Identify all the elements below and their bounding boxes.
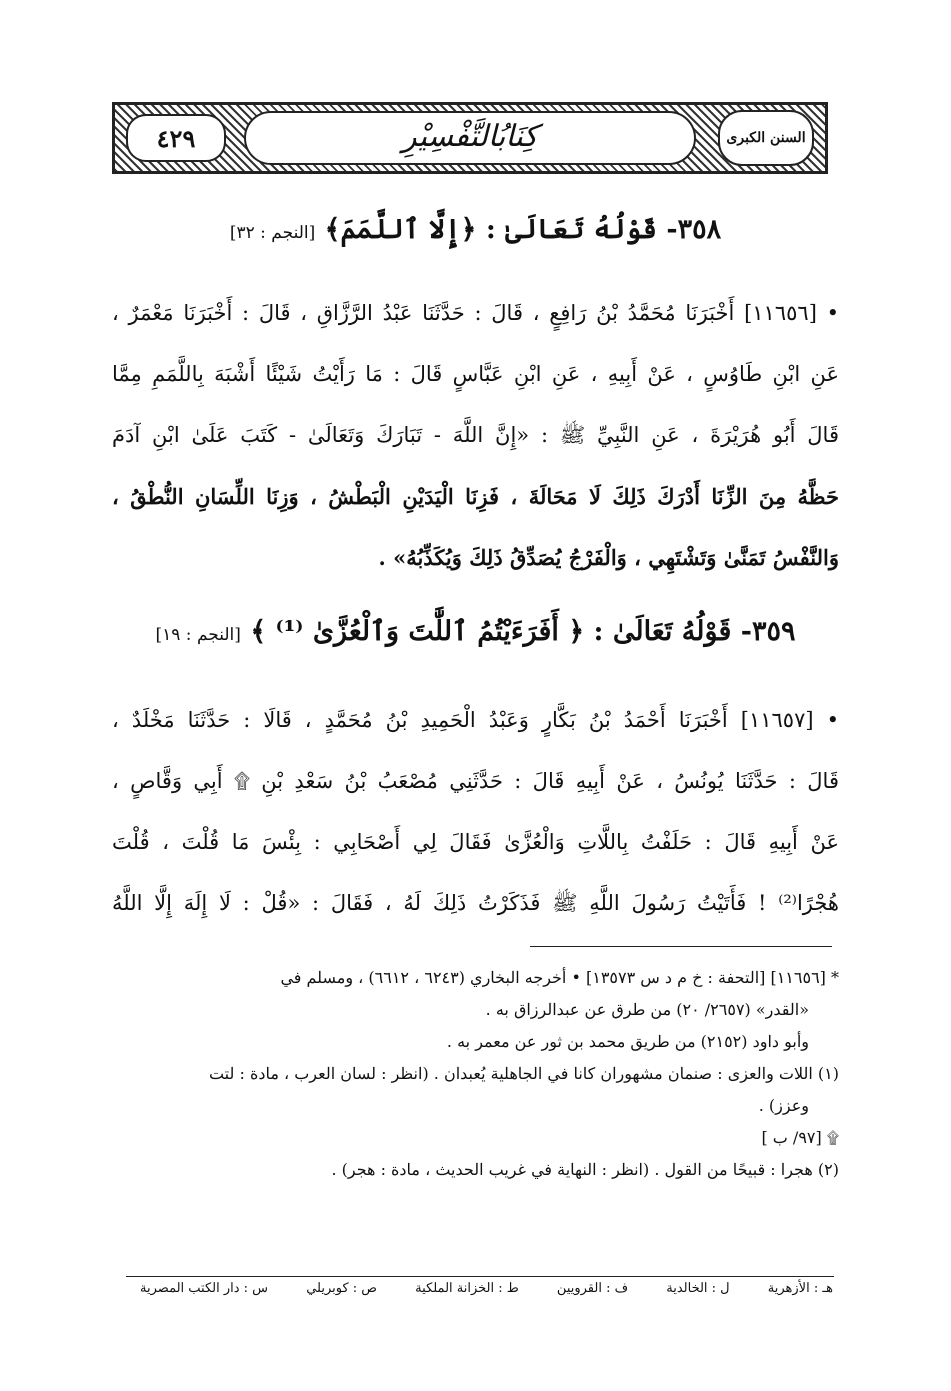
text-line: • [١١٦٥٦] أَخْبَرَنَا مُحَمَّدُ بْنُ رَافِعٍ ، قَالَ : حَدَّثَنَا عَبْدُ الرَّزَّاقِ ، قَالَ : أَخْبَرَنَا مَعْمَرٌ ، (112, 301, 839, 325)
collection-logo (718, 110, 814, 166)
text-line: عَنْ أَبِيهِ قَالَ : حَلَفْتُ بِاللَّاتِ وَالْعُزَّىٰ فَقَالَ لِي أَصْحَابِي : بِئْسَ مَا قُلْتَ ، قُلْتَ (112, 830, 839, 854)
footnote-line: * [١١٦٥٦] [التحفة : خ م د س ١٣٥٧٣] • أخرجه البخاري (٦٢٤٣ ، ٦٦١٢) ، ومسلم في (280, 968, 839, 987)
legend-item: ص : كوبريلي (306, 1281, 378, 1296)
quran-reference: [النجم : ١٩] (155, 625, 241, 645)
page-header (112, 102, 828, 174)
page-number-cartouche (126, 114, 226, 162)
page-number: ٤٢٩ (156, 123, 196, 153)
footnote-separator (530, 946, 832, 947)
chapter-heading-358 (120, 214, 831, 245)
legend-separator (126, 1276, 834, 1277)
text-line: قَالَ : حَدَّثَنَا يُونُسُ ، عَنْ أَبِيهِ قَالَ : حَدَّثَنِي مُصْعَبُ بْنُ سَعْدِ بْنِ ۩ أَبِي وَقَّاصٍ ، (112, 769, 839, 793)
footnotes (118, 962, 839, 1186)
hadith-11656 (112, 283, 839, 588)
text-line: هُجْرًا⁽²⁾ ! فَأَتَيْتُ رَسُولَ اللَّهِ ﷺ فَذَكَرْتُ ذَلِكَ لَهُ ، فَقَالَ : «قُلْ : لَا إِلَهَ إِلَّا اللَّهُ (112, 891, 839, 915)
legend-item: ف : القرويين (556, 1281, 629, 1296)
quran-reference: [النجم : ٣٢] (229, 223, 316, 243)
legend-item: هـ : الأزهرية (767, 1281, 833, 1296)
footnote-line: (١) اللات والعزى : صنمان مشهوران كانا في الجاهلية يُعبدان . (انظر : لسان العرب ، مادة : لتت (208, 1064, 839, 1083)
logo-text: السنن الكبرى (726, 130, 806, 146)
text-line: • [١١٦٥٧] أَخْبَرَنَا أَحْمَدُ بْنُ بَكَّارٍ وَعَبْدُ الْحَمِيدِ بْنُ مُحَمَّدٍ ، قَالَا : حَدَّثَنَا مَخْلَدٌ ، (112, 708, 839, 732)
text-line: حَظَّهُ مِنَ الزِّنَا أَدْرَكَ ذَلِكَ لَا مَحَالَةَ ، فَزِنَا الْيَدَيْنِ الْبَطْشُ ، وَزِنَا اللِّسَانِ النُّطْقُ ، (112, 484, 839, 509)
footnote-line: (٢) هجرا : قبيحًا من القول . (انظر : النهاية في غريب الحديث ، مادة : هجر) . (331, 1160, 839, 1179)
text-line: قَالَ أَبُو هُرَيْرَةَ ، عَنِ النَّبِيِّ ﷺ : «إِنَّ اللَّهَ - تَبَارَكَ وَتَعَالَىٰ - كَتَبَ عَلَىٰ ابْنِ آدَمَ (112, 423, 839, 447)
title-cartouche (244, 111, 696, 165)
book-title: كِنَابُالتَّفْسِيْرِ (402, 119, 538, 154)
footnote-line: ۩ [٩٧/ ب ] (761, 1128, 839, 1147)
legend-item: ل : الخالدية (666, 1281, 730, 1296)
heading-text: ٣٥٩- قَوْلُهُ تَعَالَىٰ : ﴿ أَفَرَءَيْتُمُ ٱللَّٰتَ وَٱلْعُزَّىٰ ⁽¹⁾ ﴾ (250, 616, 796, 647)
text-line: وَالنَّفْسُ تَمَنَّىٰ وَتَشْتَهِي ، وَالْفَرْجُ يُصَدِّقُ ذَلِكَ وَيُكَذِّبُهُ» . (378, 545, 839, 570)
footnote-line: «القدر» (٢٦٥٧/ ٢٠) من طرق عن عبدالرزاق به . (485, 1000, 809, 1019)
footnote-line: وعزز) . (758, 1096, 809, 1115)
manuscript-legend (140, 1281, 833, 1296)
chapter-heading-359 (120, 616, 831, 647)
heading-text: ٣٥٨- قَوْلُهُ تَعَالَىٰ : ﴿إِلَّا ٱللَّمَمَ﴾ (324, 214, 722, 245)
legend-item: ط : الخزانة الملكية (415, 1281, 519, 1296)
text-line: عَنِ ابْنِ طَاوُسٍ ، عَنْ أَبِيهِ ، عَنِ ابْنِ عَبَّاسٍ قَالَ : مَا رَأَيْتُ شَيْئًا أَشْبَهَ بِاللَّمَمِ مِمَّا (112, 362, 839, 386)
hadith-11657 (112, 690, 839, 934)
footnote-line: وأبو داود (٢١٥٢) من طريق محمد بن ثور عن معمر به . (446, 1032, 809, 1051)
legend-item: س : دار الكتب المصرية (140, 1281, 269, 1296)
